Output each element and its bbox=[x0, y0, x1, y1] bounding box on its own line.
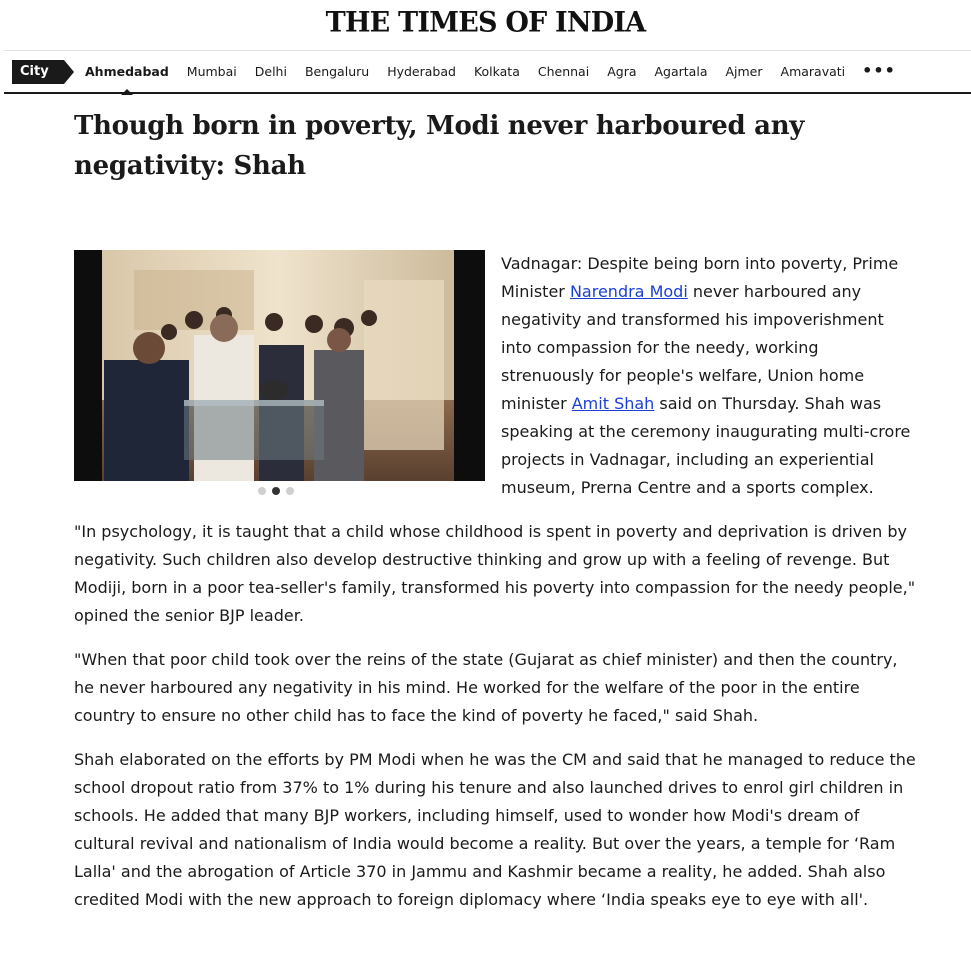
nav-item-bengaluru[interactable]: Bengaluru bbox=[304, 64, 370, 79]
nav-item-kolkata[interactable]: Kolkata bbox=[473, 64, 520, 79]
article-body bbox=[74, 518, 919, 930]
lead-text-1: Vadnagar: Despite being born into poverty, Prime Minister bbox=[501, 254, 899, 301]
nav-item-agra[interactable]: Agra bbox=[607, 64, 637, 79]
lead-text-2: never harboured any negativity and transformed his impoverishment into compassion for the needy, working strenuously for people's welfare, Union home minister bbox=[501, 282, 884, 413]
link-narendra-modi[interactable]: Narendra Modi bbox=[569, 282, 688, 301]
carousel-dot-active[interactable] bbox=[272, 487, 280, 495]
link-amit-shah[interactable]: Amit Shah bbox=[571, 394, 655, 413]
lead-text-3: said on Thursday. Shah was speaking at the ceremony inaugurating multi-crore projects in Vadnagar, including an experiential museum, Prerna Centre and a sports complex. bbox=[501, 394, 911, 497]
masthead bbox=[0, 0, 971, 50]
article-paragraph: "When that poor child took over the reins of the state (Gujarat as chief minister) and then the country, he never harboured any negativity in his mind. He worked for the welfare of the poor in the entire country to ensure no other child has to face the kind of poverty he faced," said Shah. bbox=[74, 650, 898, 725]
carousel-dots bbox=[258, 487, 294, 495]
carousel-dot[interactable] bbox=[286, 487, 294, 495]
nav-item-hyderabad[interactable]: Hyderabad bbox=[387, 64, 456, 79]
article-paragraph: "In psychology, it is taught that a child whose childhood is spent in poverty and deprivation is driven by negativity. Such children also develop destructive thinking and grow up with a feeling of revenge. But Modiji, born in a poor tea-seller's family, transformed his poverty into compassion for the needy people," opined the senior BJP leader. bbox=[74, 522, 916, 625]
carousel-dot[interactable] bbox=[258, 487, 266, 495]
article-headline: Though born in poverty, Modi never harboured any negativity: Shah bbox=[74, 111, 805, 181]
nav-item-ahmedabad[interactable]: Ahmedabad bbox=[76, 51, 178, 93]
article-paragraph: Shah elaborated on the efforts by PM Modi when he was the CM and said that he managed to reduce the school dropout ratio from 37% to 1% during his tenure and also launched drives to enrol girl children in schools. He added that many BJP workers, including himself, used to wonder how Modi's dream of cultural revival and nationalism of India would become a reality. But over the years, a temple for ‘Ram Lalla' and the abrogation of Article 370 in Jammu and Kashmir became a reality, he added. Shah also credited Modi with the new approach to foreign diplomacy where ‘India speaks eye to eye with all'. bbox=[74, 750, 916, 909]
city-section-tag[interactable]: City bbox=[12, 60, 64, 84]
nav-item-amaravati[interactable]: Amaravati bbox=[780, 64, 846, 79]
city-nav-items bbox=[76, 51, 904, 93]
nav-item-mumbai[interactable]: Mumbai bbox=[186, 64, 237, 79]
nav-item-delhi[interactable]: Delhi bbox=[254, 64, 287, 79]
site-logo[interactable]: THE TIMES OF INDIA bbox=[325, 6, 646, 39]
article-lead bbox=[501, 250, 916, 502]
city-nav bbox=[4, 50, 971, 94]
nav-item-ajmer[interactable]: Ajmer bbox=[725, 64, 763, 79]
nav-item-agartala[interactable]: Agartala bbox=[654, 64, 708, 79]
article-photo[interactable] bbox=[74, 250, 485, 481]
nav-item-chennai[interactable]: Chennai bbox=[537, 64, 590, 79]
more-dots-icon[interactable]: ••• bbox=[862, 61, 896, 80]
photo-illustration bbox=[74, 250, 485, 481]
